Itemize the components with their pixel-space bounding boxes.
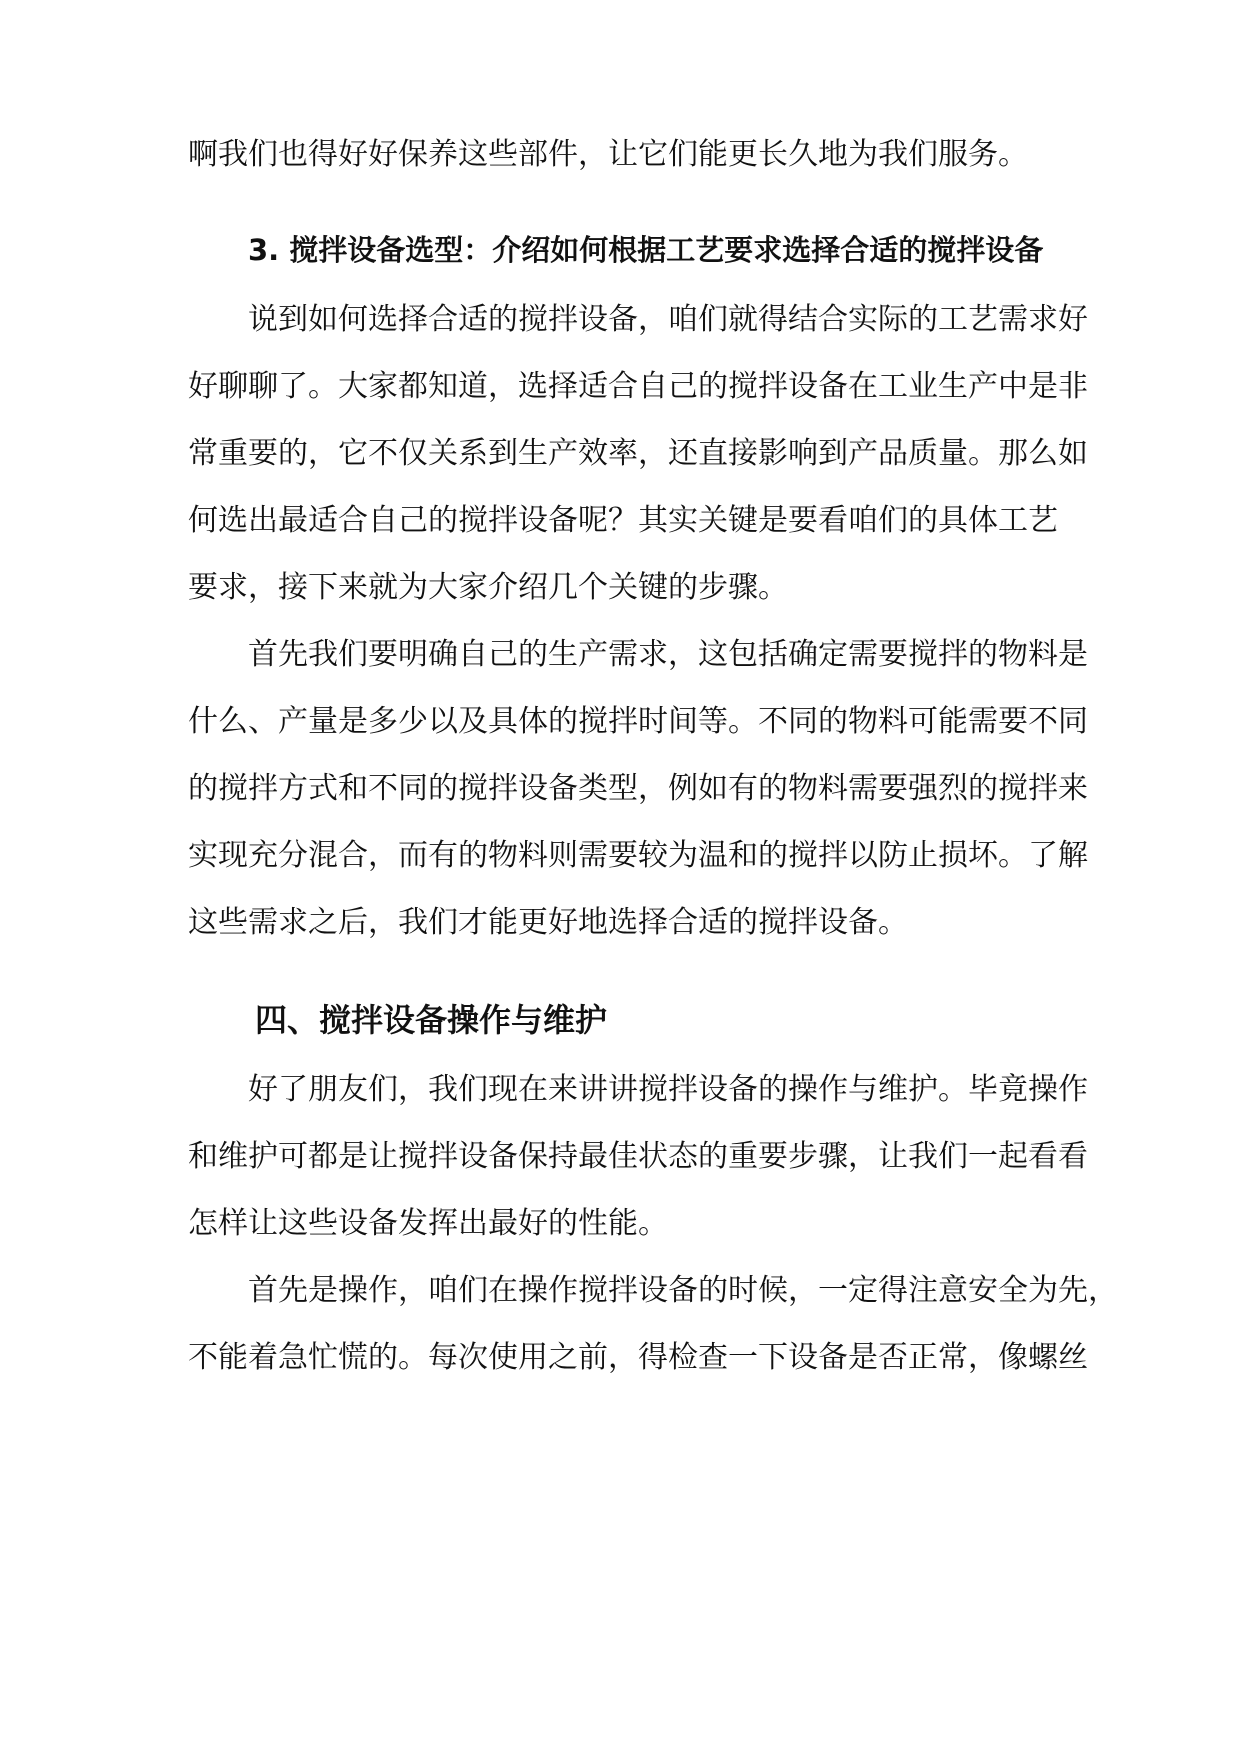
- subsection-heading: 3. 搅拌设备选型：介绍如何根据工艺要求选择合适的搅拌设备: [248, 233, 1044, 267]
- paragraph-line: 要求，接下来就为大家介绍几个关键的步骤。: [188, 570, 788, 605]
- continuation-text: 啊我们也得好好保养这些部件，让它们能更长久地为我们服务。: [188, 137, 1028, 172]
- paragraph-line: 的搅拌方式和不同的搅拌设备类型，例如有的物料需要强烈的搅拌来: [188, 771, 1088, 806]
- paragraph-line: 怎样让这些设备发挥出最好的性能。: [188, 1206, 668, 1241]
- paragraph-line: 首先是操作，咱们在操作搅拌设备的时候，一定得注意安全为先，: [248, 1273, 1118, 1308]
- paragraph-line: 常重要的，它不仅关系到生产效率，还直接影响到产品质量。那么如: [188, 436, 1088, 471]
- paragraph-line: 说到如何选择合适的搅拌设备，咱们就得结合实际的工艺需求好: [248, 302, 1088, 337]
- section-heading: 四、搅拌设备操作与维护: [255, 1001, 608, 1039]
- paragraph-line: 这些需求之后，我们才能更好地选择合适的搅拌设备。: [188, 905, 908, 940]
- paragraph-line: 和维护可都是让搅拌设备保持最佳状态的重要步骤，让我们一起看看: [188, 1139, 1088, 1174]
- paragraph-line: 不能着急忙慌的。每次使用之前，得检查一下设备是否正常，像螺丝: [188, 1340, 1088, 1375]
- paragraph-line: 好聊聊了。大家都知道，选择适合自己的搅拌设备在工业生产中是非: [188, 369, 1088, 404]
- paragraph-line: 何选出最适合自己的搅拌设备呢？其实关键是要看咱们的具体工艺: [188, 503, 1058, 538]
- paragraph-line: 什么、产量是多少以及具体的搅拌时间等。不同的物料可能需要不同: [188, 704, 1088, 739]
- paragraph-line: 实现充分混合，而有的物料则需要较为温和的搅拌以防止损坏。了解: [188, 838, 1088, 873]
- paragraph-line: 首先我们要明确自己的生产需求，这包括确定需要搅拌的物料是: [248, 637, 1088, 672]
- paragraph-line: 好了朋友们，我们现在来讲讲搅拌设备的操作与维护。毕竟操作: [248, 1072, 1088, 1107]
